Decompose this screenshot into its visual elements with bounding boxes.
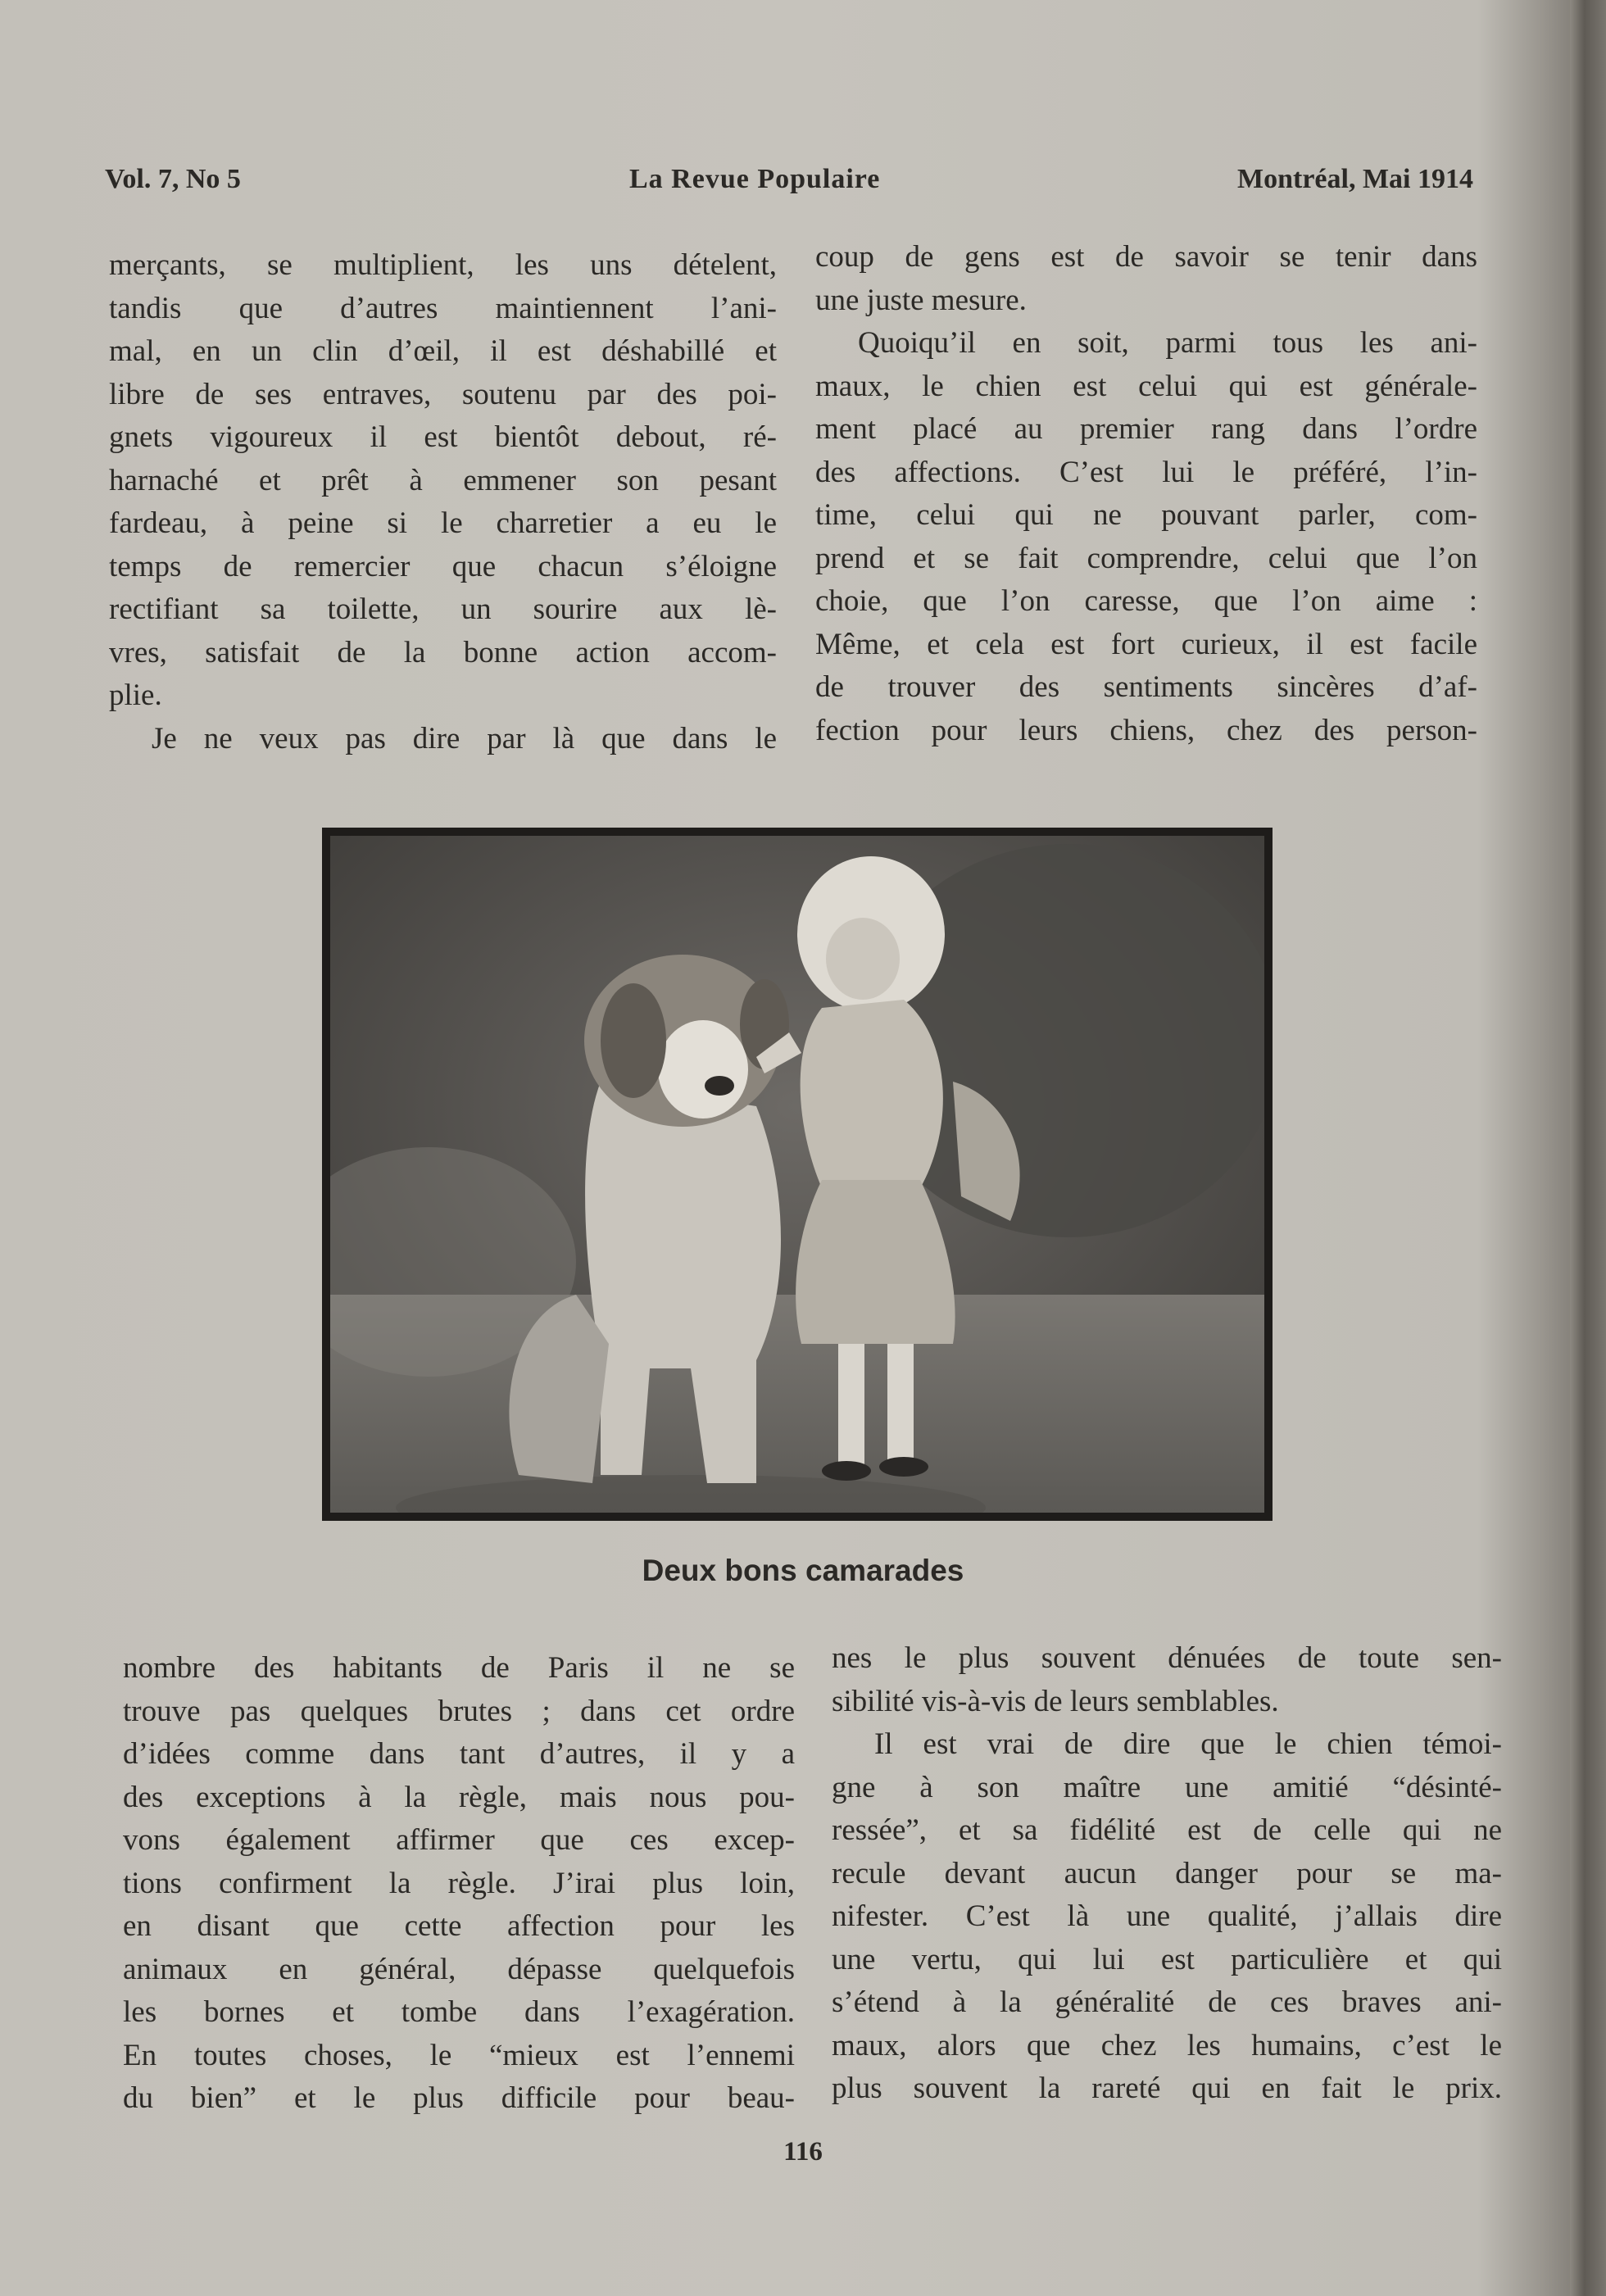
text-line: d’idées comme dans tant d’autres, il y a [123, 1737, 795, 1771]
text-line: les bornes et tombe dans l’exagération. [123, 1995, 795, 2029]
text-line: libre de ses entraves, soutenu par des poi- [109, 377, 777, 411]
text-line: gnets vigoureux il est bientôt debout, ré- [109, 420, 777, 454]
text-line: gne à son maître une amitié “désinté- [832, 1770, 1502, 1804]
top-left-column [109, 244, 777, 760]
text-line: Je ne veux pas dire par là que dans le [152, 721, 777, 756]
text-line: harnaché et prêt à emmener son pesant [109, 463, 777, 497]
text-line: trouve pas quelques brutes ; dans cet ordre [123, 1694, 795, 1728]
text-line: fection pour leurs chiens, chez des person- [815, 713, 1477, 747]
text-line: vons également affirmer que ces excep- [123, 1823, 795, 1857]
text-line: time, celui qui ne pouvant parler, com- [815, 498, 1477, 532]
text-line: recule devant aucun danger pour se ma- [832, 1856, 1502, 1890]
text-line: des affections. C’est lui le préféré, l’in- [815, 455, 1477, 489]
text-line: en disant que cette affection pour les [123, 1909, 795, 1943]
text-line: ressée”, et sa fidélité est de celle qui ne [832, 1813, 1502, 1847]
running-header [105, 164, 1473, 213]
text-line: de trouver des sentiments sincères d’af- [815, 670, 1477, 704]
text-line: une juste mesure. [815, 283, 1027, 317]
text-line: maux, le chien est celui qui est générale- [815, 369, 1477, 403]
text-line: des exceptions à la règle, mais nous pou- [123, 1780, 795, 1814]
bottom-right-column [832, 1637, 1502, 2111]
text-line: vres, satisfait de la bonne action accom- [109, 635, 777, 669]
text-line: ment placé au premier rang dans l’ordre [815, 412, 1477, 446]
publication-title: La Revue Populaire [629, 164, 881, 194]
text-line: En toutes choses, le “mieux est l’ennemi [123, 2038, 795, 2072]
top-right-column [815, 236, 1477, 752]
text-line: nombre des habitants de Paris il ne se [123, 1651, 795, 1685]
page-binding-edge [1570, 0, 1606, 2296]
page-number: 116 [783, 2137, 823, 2167]
text-line: s’étend à la généralité de ces braves ani- [832, 1985, 1502, 2019]
text-line: du bien” et le plus difficile pour beau- [123, 2081, 795, 2115]
text-line: prend et se fait comprendre, celui que l’on [815, 541, 1477, 575]
text-line: temps de remercier que chacun s’éloigne [109, 549, 777, 583]
photo-illustration [330, 836, 1264, 1513]
text-line: Quoiqu’il en soit, parmi tous les ani- [858, 326, 1477, 360]
photograph-dog-and-child [322, 828, 1273, 1521]
figure-caption: Deux bons camarades [642, 1554, 964, 1587]
text-line: Même, et cela est fort curieux, il est facile [815, 627, 1477, 661]
text-line: choie, que l’on caresse, que l’on aime : [815, 584, 1477, 618]
text-line: tandis que d’autres maintiennent l’ani- [109, 291, 777, 325]
place-and-date: Montréal, Mai 1914 [1237, 164, 1473, 194]
volume-number: Vol. 7, No 5 [105, 164, 241, 194]
text-line: une vertu, qui lui est particulière et qui [832, 1942, 1502, 1976]
text-line: coup de gens est de savoir se tenir dans [815, 240, 1477, 274]
bottom-left-column [123, 1647, 795, 2121]
text-line: plie. [109, 678, 162, 712]
text-line: animaux en général, dépasse quelquefois [123, 1952, 795, 1986]
text-line: plus souvent la rareté qui en fait le prix. [832, 2071, 1502, 2105]
text-line: Il est vrai de dire que le chien témoi- [874, 1727, 1502, 1761]
text-line: nes le plus souvent dénuées de toute sen- [832, 1641, 1502, 1675]
text-line: fardeau, à peine si le charretier a eu le [109, 506, 777, 540]
text-line: nifester. C’est là une qualité, j’allais dire [832, 1899, 1502, 1933]
text-line: tions confirment la règle. J’irai plus loin, [123, 1866, 795, 1900]
text-line: sibilité vis-à-vis de leurs semblables. [832, 1684, 1279, 1718]
text-line: merçants, se multiplient, les uns dételent, [109, 248, 777, 282]
text-line: rectifiant sa toilette, un sourire aux lè- [109, 592, 777, 626]
text-line: mal, en un clin d’œil, il est déshabillé et [109, 334, 777, 368]
text-line: maux, alors que chez les humains, c’est le [832, 2028, 1502, 2062]
